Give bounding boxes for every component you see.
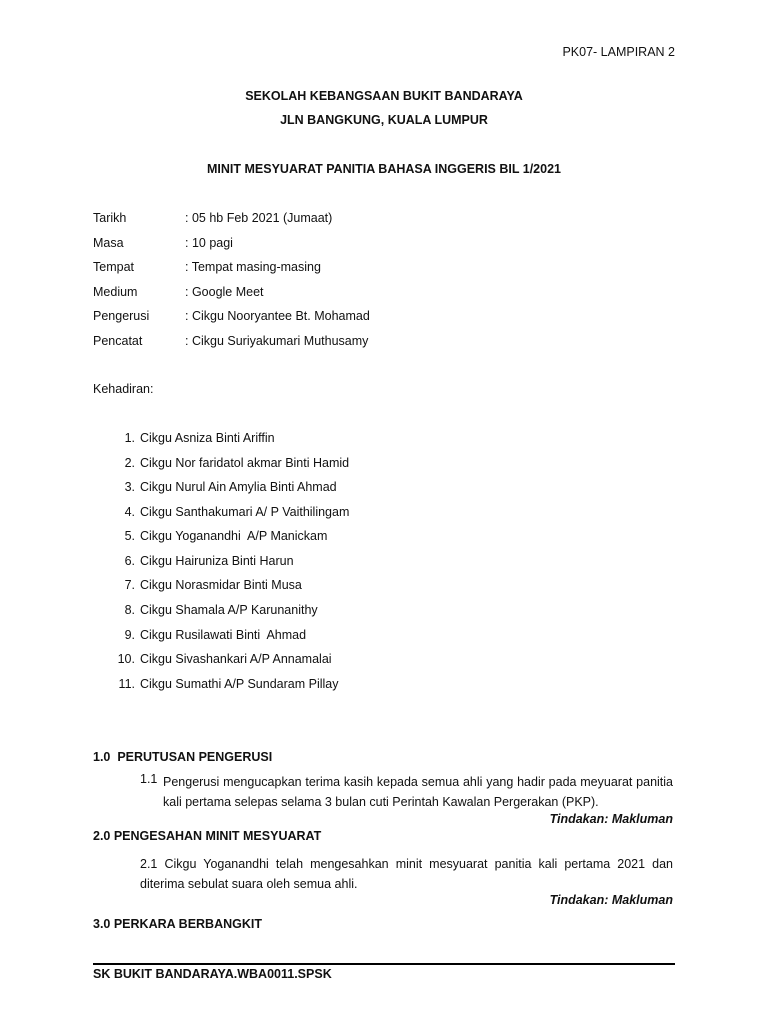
detail-value-recorder: : Cikgu Suriyakumari Muthusamy (185, 334, 369, 348)
detail-label-medium: Medium (93, 285, 138, 299)
section-heading-1: 1.0 PERUTUSAN PENGERUSI (93, 750, 273, 764)
list-item-name: Cikgu Sivashankari A/P Annamalai (140, 652, 332, 666)
list-item-number: 3. (124, 480, 135, 494)
list-item-number: 1. (124, 431, 135, 445)
detail-value-date: : 05 hb Feb 2021 (Jumaat) (185, 211, 333, 225)
detail-label-time: Masa (93, 236, 124, 250)
list-item-number: 2. (124, 456, 135, 470)
detail-value-chair: : Cikgu Nooryantee Bt. Mohamad (185, 309, 370, 323)
list-item (0, 554, 768, 572)
list-item (0, 505, 768, 523)
document-title: MINIT MESYUARAT PANITIA BAHASA INGGERIS BIL 1/2021 (207, 162, 561, 176)
paragraph-number-1-1: 1.1 (140, 772, 158, 786)
list-item-number: 4. (124, 505, 135, 519)
detail-label-place: Tempat (93, 260, 134, 274)
paragraph-2-1: 2.1 Cikgu Yoganandhi telah mengesahkan minit mesyuarat panitia kali pertama 2021 dan diterima sebulat suara oleh semua ahli. (140, 857, 673, 891)
list-item-name: Cikgu Nurul Ain Amylia Binti Ahmad (140, 480, 337, 494)
action-note-2: Tindakan: Makluman (549, 893, 673, 907)
list-item (0, 677, 768, 695)
list-item-number: 10. (117, 652, 135, 666)
detail-value-medium: : Google Meet (185, 285, 264, 299)
school-address: JLN BANGKUNG, KUALA LUMPUR (280, 113, 488, 127)
list-item-name: Cikgu Shamala A/P Karunanithy (140, 603, 318, 617)
list-item (0, 628, 768, 646)
school-name: SEKOLAH KEBANGSAAN BUKIT BANDARAYA (245, 89, 523, 103)
action-note-1: Tindakan: Makluman (549, 812, 673, 826)
list-item-number: 8. (124, 603, 135, 617)
list-item (0, 480, 768, 498)
list-item (0, 431, 768, 449)
list-item-number: 5. (124, 529, 135, 543)
list-item (0, 456, 768, 474)
list-item-name: Cikgu Santhakumari A/ P Vaithilingam (140, 505, 350, 519)
detail-label-date: Tarikh (93, 211, 127, 225)
list-item-number: 6. (124, 554, 135, 568)
list-item-name: Cikgu Hairuniza Binti Harun (140, 554, 294, 568)
attendance-heading: Kehadiran: (93, 382, 154, 396)
detail-label-recorder: Pencatat (93, 334, 143, 348)
list-item-name: Cikgu Yoganandhi A/P Manickam (140, 529, 328, 543)
list-item (0, 652, 768, 670)
document-reference: PK07- LAMPIRAN 2 (562, 45, 675, 59)
section-heading-2: 2.0 PENGESAHAN MINIT MESYUARAT (93, 829, 322, 843)
list-item-name: Cikgu Rusilawati Binti Ahmad (140, 628, 307, 642)
list-item-name: Cikgu Nor faridatol akmar Binti Hamid (140, 456, 350, 470)
footer-divider (93, 963, 675, 965)
detail-label-chair: Pengerusi (93, 309, 150, 323)
list-item (0, 529, 768, 547)
list-item-number: 7. (124, 578, 135, 592)
section-heading-3: 3.0 PERKARA BERBANGKIT (93, 917, 263, 931)
footer-text: SK BUKIT BANDARAYA.WBA0011.SPSK (93, 967, 332, 981)
paragraph-1-1: Pengerusi mengucapkan terima kasih kepada semua ahli yang hadir pada meyuarat panitia kali pertama selepas selama 3 bulan cuti Perintah Kawalan Pergerakan (PKP). (163, 775, 673, 809)
list-item-name: Cikgu Asniza Binti Ariffin (140, 431, 275, 445)
detail-value-time: : 10 pagi (185, 236, 233, 250)
list-item-name: Cikgu Norasmidar Binti Musa (140, 578, 302, 592)
list-item-name: Cikgu Sumathi A/P Sundaram Pillay (140, 677, 339, 691)
list-item-number: 11. (118, 677, 135, 691)
list-item (0, 603, 768, 621)
list-item (0, 578, 768, 596)
detail-value-place: : Tempat masing-masing (185, 260, 321, 274)
list-item-number: 9. (124, 628, 135, 642)
